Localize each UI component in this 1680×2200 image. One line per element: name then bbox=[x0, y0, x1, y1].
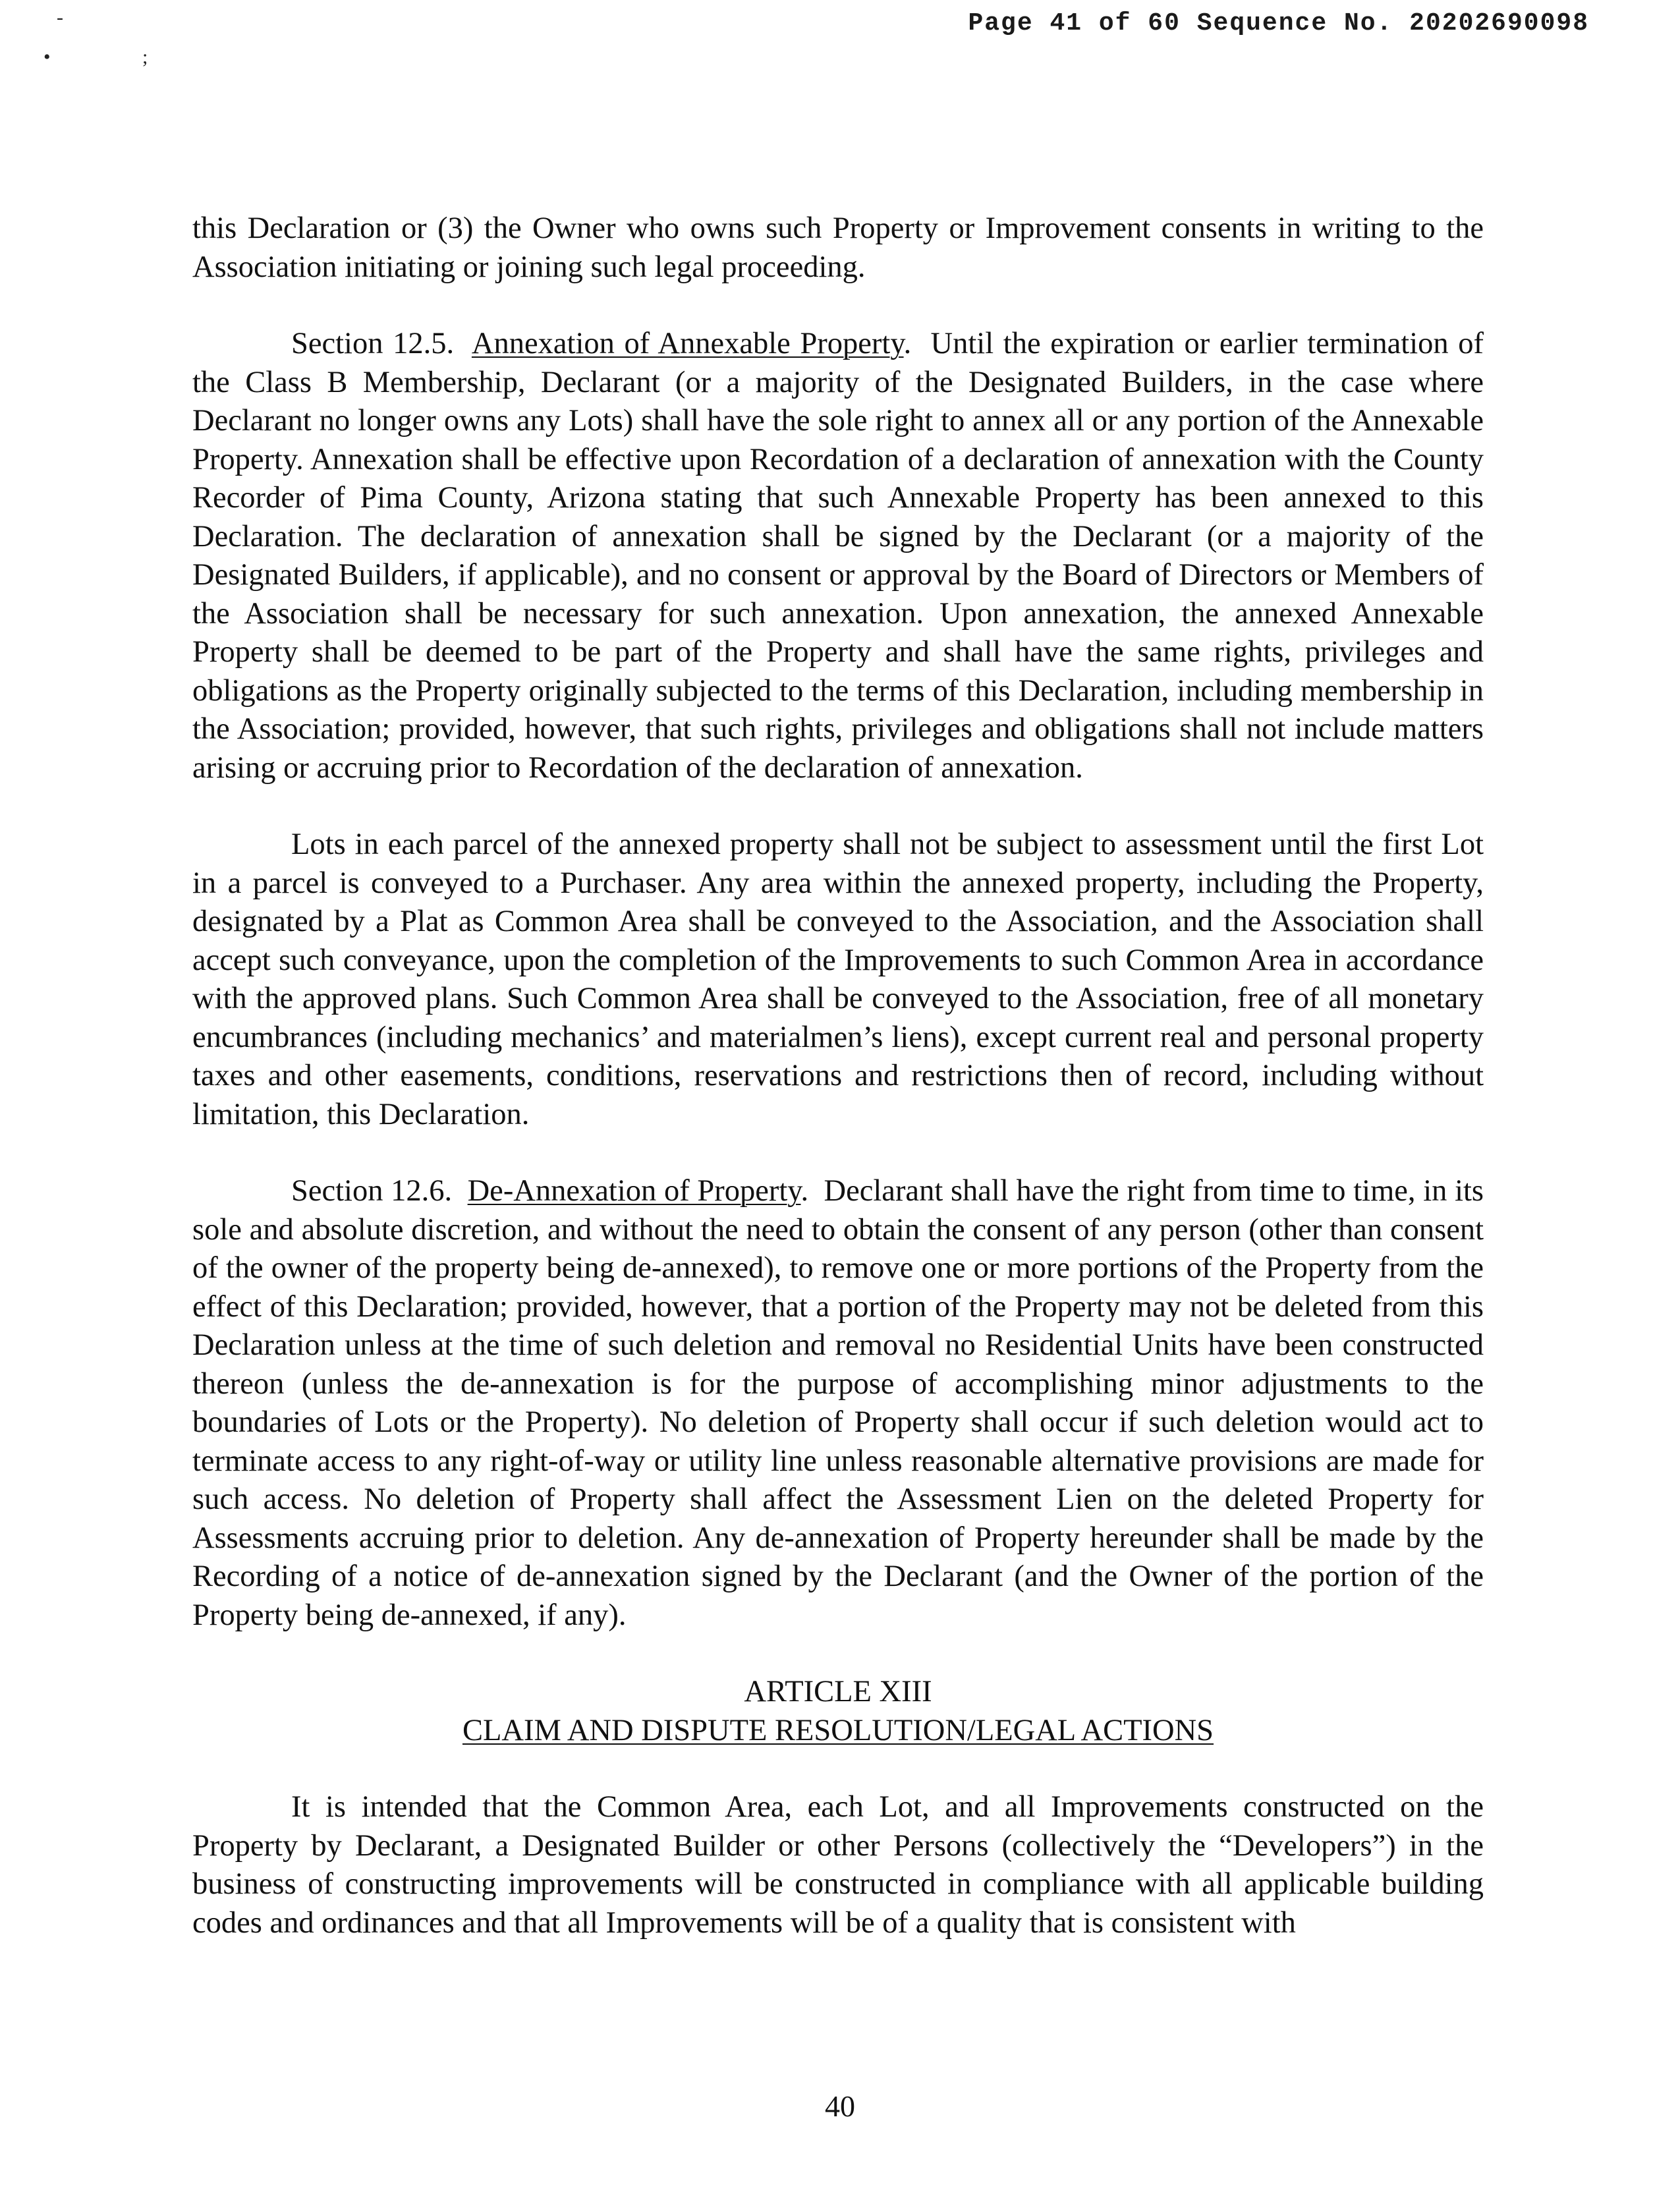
section-12-5-body: Until the expiration or earlier termination of the Class B Membership, Declarant (or a majority of the Designated Builders, in the case where Declarant no longer owns any Lots) shall have the sole right to annex all or any portion of the Annexable Property. Annexation shall be effective upon Recordation of a declaration of annexation with the County Recorder of Pima County, Arizona stating that such Annexable Property has been annexed to this Declaration. The declaration of annexation shall be signed by the Declarant (or a majority of the Designated Builders, if applicable), and no consent or approval by the Board of Directors or Members of the Association shall be necessary for such annexation. Upon annexation, the annexed Annexable Property shall be deemed to be part of the Property and shall have the same rights, privileges and obligations as the Property originally subjected to the terms of this Declaration, including membership in the Association; provided, however, that such rights, privileges and obligations shall not include matters arising or accruing prior to Recordation of the declaration of annexation. bbox=[192, 327, 1484, 785]
article-heading bbox=[192, 1673, 1484, 1750]
section-12-6-number: Section 12.6. bbox=[291, 1174, 453, 1208]
paragraph-continuation: this Declaration or (3) the Owner who owns such Property or Improvement consents in writing to the Association initiating or joining such legal proceeding. bbox=[192, 212, 1484, 284]
document-body bbox=[192, 210, 1484, 1981]
section-12-6-body: Declarant shall have the right from time to time, in its sole and absolute discretion, and without the need to obtain the consent of any person (other than consent of the owner of the property being de-annexed), to remove one or more portions of the Property from the effect of this Declaration; provided, however, that a portion of the Property may not be deleted from this Declaration unless at the time of such deletion and removal no Residential Units have been constructed thereon (unless the de-annexation is for the purpose of accomplishing minor adjustments to the boundaries of Lots or the Property). No deletion of Property shall occur if such deletion would act to terminate access to any right-of-way or utility line unless reasonable alternative provisions are made for such access. No deletion of Property shall affect the Assessment Lien on the deleted Property for Assessments accruing prior to deletion. Any de-annexation of Property hereunder shall be made by the Recording of a notice of de-annexation signed by the Declarant (and the Owner of the portion of the Property being de-annexed, if any). bbox=[192, 1174, 1484, 1632]
scan-mark-right: ; bbox=[142, 46, 148, 68]
section-12-5-title: Annexation of Annexable Property bbox=[471, 327, 904, 360]
paragraph-article-intro: It is intended that the Common Area, each Lot, and all Improvements constructed on the Property by Declarant, a Designated Builder or other Persons (collectively the “Developers”) in the business of constructing improvements will be constructed in compliance with all applicable building codes and ordinances and that all Improvements will be of a quality that is consistent with bbox=[192, 1790, 1484, 1940]
article-title: CLAIM AND DISPUTE RESOLUTION/LEGAL ACTIONS bbox=[462, 1713, 1214, 1747]
scan-mark-dash: - bbox=[57, 7, 63, 28]
page-number: 40 bbox=[825, 2089, 855, 2123]
scan-mark-left: • bbox=[43, 46, 51, 68]
section-12-5-number: Section 12.5. bbox=[291, 327, 455, 360]
section-12-6-title: De-Annexation of Property bbox=[467, 1174, 801, 1208]
section-12-6: Section 12.6. De-Annexation of Property. Declarant shall have the right from time to time, in its sole and absolute discretion, and without the need to obtain the consent of any person (other than consent of the owner of the property being de-annexed), to remove one or more portions of the Property from the effect of this Declaration; provided, however, that a portion of the Property may not be deleted from this Declaration unless at the time of such deletion and removal no Residential Units have been constructed thereon (unless the de-annexation is for the purpose of accomplishing minor adjustments to the boundaries of Lots or the Property). No deletion of Property shall occur if such deletion would act to terminate access to any right-of-way or utility line unless reasonable alternative provisions are made for such access. No deletion of Property shall affect the Assessment Lien on the deleted Property for Assessments accruing prior to deletion. Any de-annexation of Property hereunder shall be made by the Recording of a notice of de-annexation signed by the Declarant (and the Owner of the portion of the Property being de-annexed, if any). bbox=[192, 1174, 1484, 1632]
article-number: ARTICLE XIII bbox=[744, 1675, 932, 1708]
recording-header-stamp: Page 41 of 60 Sequence No. 20202690098 bbox=[968, 9, 1589, 38]
section-12-5: Section 12.5. Annexation of Annexable Property. Until the expiration or earlier termination of the Class B Membership, Declarant (or a majority of the Designated Builders, in the case where Declarant no longer owns any Lots) shall have the sole right to annex all or any portion of the Annexable Property. Annexation shall be effective upon Recordation of a declaration of annexation with the County Recorder of Pima County, Arizona stating that such Annexable Property has been annexed to this Declaration. The declaration of annexation shall be signed by the Declarant (or a majority of the Designated Builders, if applicable), and no consent or approval by the Board of Directors or Members of the Association shall be necessary for such annexation. Upon annexation, the annexed Annexable Property shall be deemed to be part of the Property and shall have the same rights, privileges and obligations as the Property originally subjected to the terms of this Declaration, including membership in the Association; provided, however, that such rights, privileges and obligations shall not include matters arising or accruing prior to Recordation of the declaration of annexation. bbox=[192, 327, 1484, 785]
paragraph-lots-assessment: Lots in each parcel of the annexed property shall not be subject to assessment until the first Lot in a parcel is conveyed to a Purchaser. Any area within the annexed property, including the Property, designated by a Plat as Common Area shall be conveyed to the Association, and the Association shall accept such conveyance, upon the completion of the Improvements to such Common Area in accordance with the approved plans. Such Common Area shall be conveyed to the Association, free of all monetary encumbrances (including mechanics’ and materialmen’s liens), except current real and personal property taxes and other easements, conditions, reservations and restrictions then of record, including without limitation, this Declaration. bbox=[192, 828, 1484, 1131]
